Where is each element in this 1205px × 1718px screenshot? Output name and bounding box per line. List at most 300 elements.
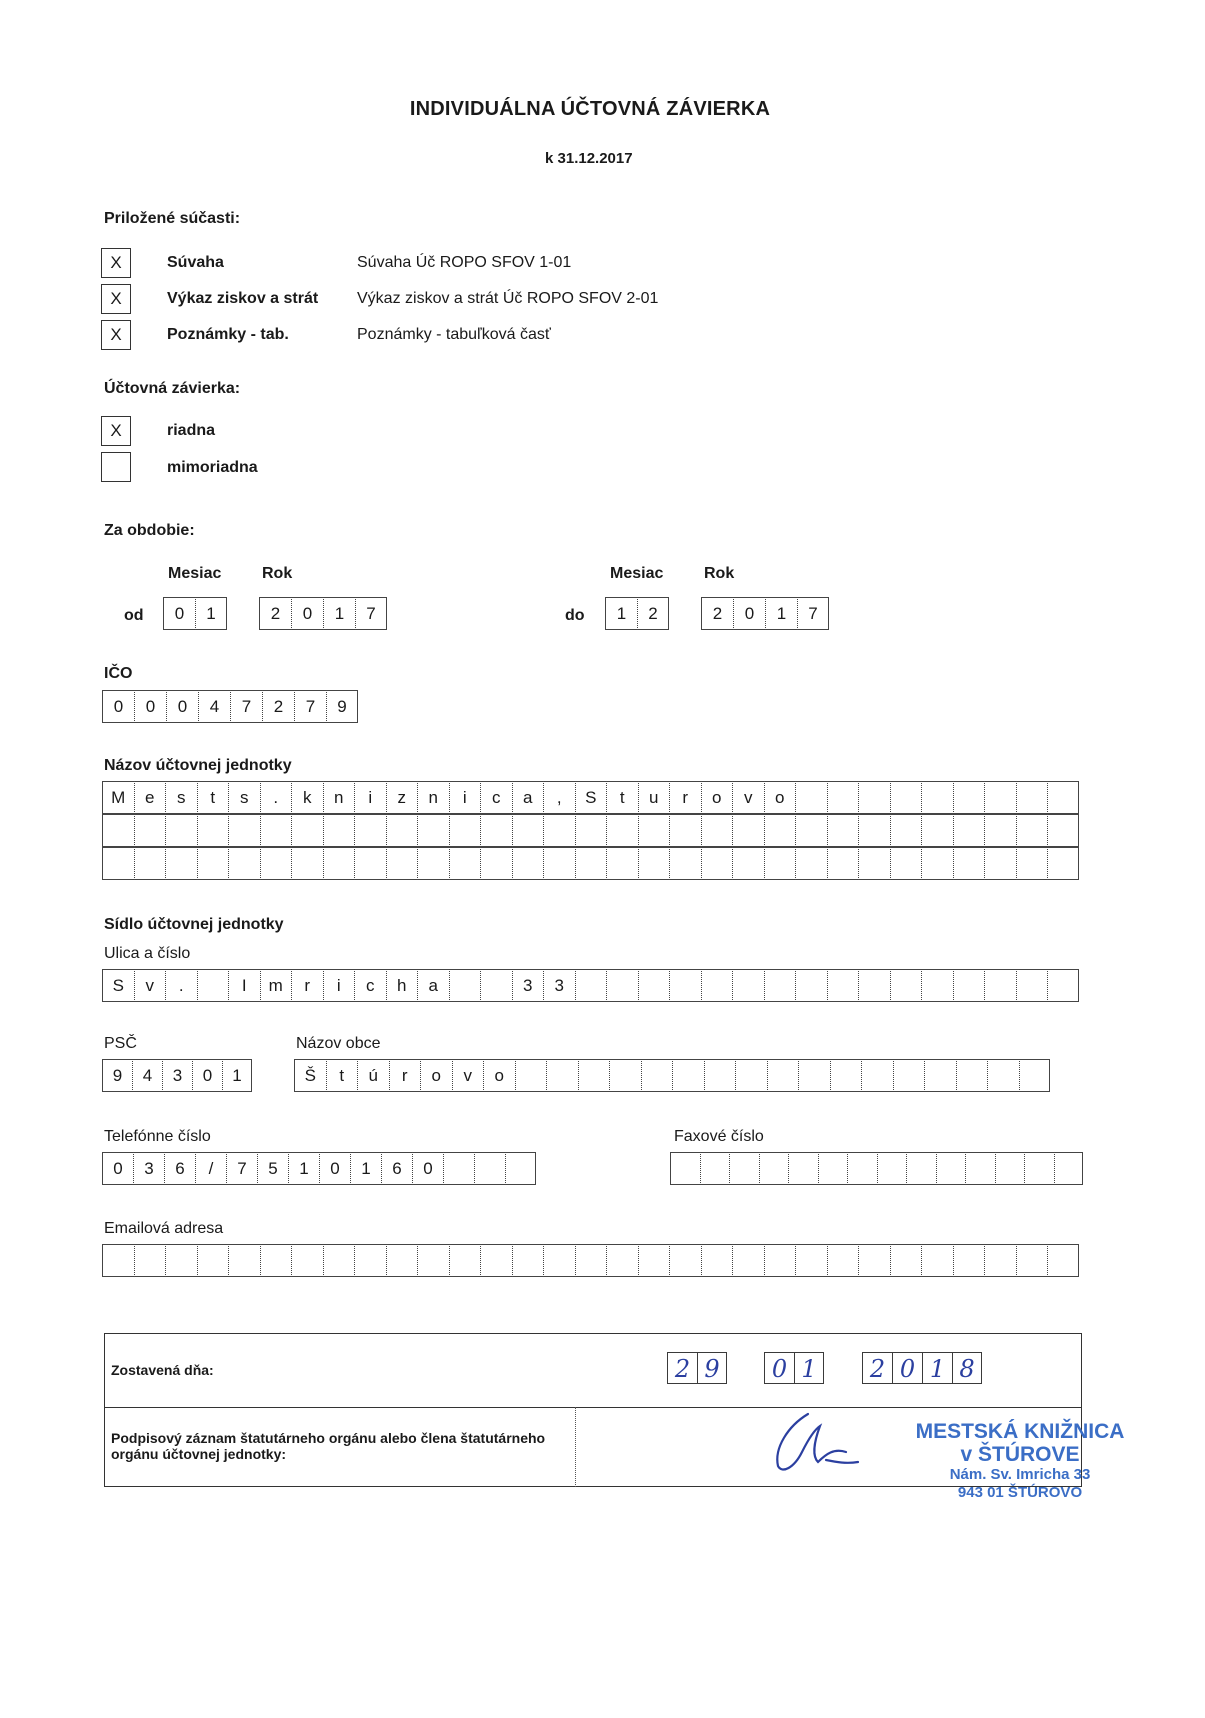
cell: 6 <box>164 1152 195 1185</box>
cell: 0 <box>319 1152 350 1185</box>
cell <box>953 1244 985 1277</box>
cell: 3 <box>162 1059 192 1092</box>
ico-field[interactable] <box>102 690 358 723</box>
cell <box>1016 814 1048 847</box>
cell <box>798 1059 830 1092</box>
cell: m <box>260 969 292 1002</box>
cell <box>953 969 985 1002</box>
cell <box>638 969 670 1002</box>
cell <box>921 969 953 1002</box>
to-month-label: Mesiac <box>610 565 664 582</box>
cell <box>701 1244 733 1277</box>
cell <box>102 814 134 847</box>
email-label: Emailová adresa <box>104 1220 224 1237</box>
psc-label: PSČ <box>104 1035 137 1052</box>
cell <box>735 1059 767 1092</box>
cell <box>543 847 575 880</box>
cell: S <box>102 969 134 1002</box>
cell: 1 <box>765 597 797 630</box>
cell <box>818 1152 848 1185</box>
cell <box>795 847 827 880</box>
name-label: Názov účtovnej jednotky <box>104 757 292 774</box>
stamp-line: v ŠTÚROVE <box>960 1443 1080 1466</box>
cell <box>1047 781 1079 814</box>
cell <box>134 814 166 847</box>
attachments-heading: Priložené súčasti: <box>104 210 241 227</box>
cell <box>354 847 386 880</box>
cell: r <box>389 1059 421 1092</box>
cell: n <box>417 781 449 814</box>
closing-option-label: mimoriadna <box>167 459 258 476</box>
cell: o <box>483 1059 515 1092</box>
city-field[interactable] <box>294 1059 1050 1092</box>
cell <box>386 1244 418 1277</box>
cell: 7 <box>230 690 262 723</box>
cell: r <box>669 781 701 814</box>
cell <box>197 1244 229 1277</box>
cell <box>228 814 260 847</box>
cell <box>984 847 1016 880</box>
cell: i <box>449 781 481 814</box>
cell <box>515 1059 547 1092</box>
cell <box>449 1244 481 1277</box>
cell <box>795 1244 827 1277</box>
cell <box>641 1059 673 1092</box>
cell: 9 <box>697 1352 727 1384</box>
cell <box>732 814 764 847</box>
cell <box>480 969 512 1002</box>
cell: 0 <box>892 1352 922 1384</box>
cell <box>893 1059 925 1092</box>
signature-label: Podpisový záznam štatutárneho orgánu alebo člena štatutárneho orgánu účtovnej jednotky: <box>111 1430 546 1462</box>
cell <box>480 1244 512 1277</box>
to-label: do <box>565 607 585 624</box>
cell: 1 <box>350 1152 381 1185</box>
cell: 1 <box>605 597 637 630</box>
cell <box>606 814 638 847</box>
ico-label: IČO <box>104 665 133 682</box>
cell: 3 <box>133 1152 164 1185</box>
cell: z <box>386 781 418 814</box>
cell: 0 <box>163 597 195 630</box>
attachment-desc: Výkaz ziskov a strát Úč ROPO SFOV 2-01 <box>357 290 659 307</box>
cell <box>965 1152 995 1185</box>
cell <box>984 781 1016 814</box>
cell <box>890 969 922 1002</box>
cell: 1 <box>195 597 227 630</box>
stamp-line: Nám. Sv. Imricha 33 <box>949 1466 1091 1483</box>
cell <box>512 847 544 880</box>
psc-field[interactable] <box>102 1059 252 1092</box>
cell <box>575 1244 607 1277</box>
cell: I <box>228 969 260 1002</box>
cell: M <box>102 781 134 814</box>
cell <box>102 1244 134 1277</box>
cell: 2 <box>862 1352 892 1384</box>
from-year-field[interactable] <box>259 597 387 630</box>
cell <box>921 814 953 847</box>
cell <box>606 847 638 880</box>
cell <box>449 969 481 1002</box>
cell: 1 <box>922 1352 952 1384</box>
cell <box>575 969 607 1002</box>
cell <box>354 814 386 847</box>
fax-label: Faxové číslo <box>674 1128 764 1145</box>
checkbox-poznamky[interactable]: X <box>101 320 131 350</box>
cell <box>1024 1152 1054 1185</box>
cell <box>323 1244 355 1277</box>
cell <box>323 814 355 847</box>
cell: 7 <box>294 690 326 723</box>
cell <box>638 814 670 847</box>
cell <box>417 847 449 880</box>
cell <box>417 1244 449 1277</box>
cell <box>953 814 985 847</box>
cell: 2 <box>259 597 291 630</box>
handwritten-signature <box>768 1408 864 1480</box>
cell <box>795 781 827 814</box>
from-label: od <box>124 607 144 624</box>
cell: 3 <box>512 969 544 1002</box>
cell: 7 <box>797 597 829 630</box>
cell <box>1016 847 1048 880</box>
closing-option-label: riadna <box>167 422 216 439</box>
compiled-year-field[interactable] <box>862 1352 982 1384</box>
cell <box>890 1244 922 1277</box>
cell <box>984 814 1016 847</box>
cell: i <box>354 781 386 814</box>
from-year-label: Rok <box>262 565 293 582</box>
cell <box>858 847 890 880</box>
cell <box>827 1244 859 1277</box>
cell: 2 <box>637 597 669 630</box>
cell: v <box>452 1059 484 1092</box>
signature-column-separator <box>575 1407 576 1487</box>
cell: 2 <box>262 690 294 723</box>
cell <box>480 814 512 847</box>
cell <box>480 847 512 880</box>
cell <box>830 1059 862 1092</box>
cell <box>134 1244 166 1277</box>
stamp-line: MESTSKÁ KNIŽNICA <box>915 1420 1125 1443</box>
cell <box>764 969 796 1002</box>
cell: o <box>764 781 796 814</box>
cell <box>729 1152 759 1185</box>
closing-heading: Účtovná závierka: <box>104 380 241 397</box>
cell <box>449 814 481 847</box>
cell: 7 <box>226 1152 257 1185</box>
cell <box>924 1059 956 1092</box>
cell: k <box>291 781 323 814</box>
organization-stamp <box>905 1420 1135 1502</box>
checkbox-mimoriadna[interactable] <box>101 452 131 482</box>
cell: t <box>197 781 229 814</box>
street-label: Ulica a číslo <box>104 945 191 962</box>
cell <box>764 1244 796 1277</box>
cell <box>1047 814 1079 847</box>
attachment-name: Súvaha <box>167 254 224 271</box>
cell <box>984 1244 1016 1277</box>
cell <box>704 1059 736 1092</box>
cell <box>1047 1244 1079 1277</box>
cell <box>795 814 827 847</box>
city-label: Názov obce <box>296 1035 381 1052</box>
cell <box>669 847 701 880</box>
cell: 1 <box>288 1152 319 1185</box>
cell: r <box>291 969 323 1002</box>
cell <box>858 1244 890 1277</box>
cell: 9 <box>102 1059 132 1092</box>
phone-field[interactable] <box>102 1152 536 1185</box>
cell: 6 <box>381 1152 412 1185</box>
cell <box>732 847 764 880</box>
cell <box>386 814 418 847</box>
cell: / <box>195 1152 226 1185</box>
cell <box>858 781 890 814</box>
cell: n <box>323 781 355 814</box>
cell: c <box>354 969 386 1002</box>
cell: h <box>386 969 418 1002</box>
cell: 0 <box>166 690 198 723</box>
cell: a <box>512 781 544 814</box>
cell <box>847 1152 877 1185</box>
cell <box>827 781 859 814</box>
checkbox-vykaz[interactable]: X <box>101 284 131 314</box>
cell <box>578 1059 610 1092</box>
cell <box>291 847 323 880</box>
cell <box>921 1244 953 1277</box>
stamp-line: 943 01 ŠTÚROVO <box>957 1484 1083 1501</box>
cell <box>701 847 733 880</box>
cell <box>700 1152 730 1185</box>
cell: a <box>417 969 449 1002</box>
cell: s <box>165 781 197 814</box>
cell <box>995 1152 1025 1185</box>
cell <box>732 969 764 1002</box>
cell <box>386 847 418 880</box>
compiled-label: Zostavená dňa: <box>111 1362 214 1378</box>
cell: 1 <box>794 1352 824 1384</box>
cell <box>827 969 859 1002</box>
cell: o <box>701 781 733 814</box>
attachment-desc: Súvaha Úč ROPO SFOV 1-01 <box>357 254 572 271</box>
cell: 4 <box>132 1059 162 1092</box>
attachment-desc: Poznámky - tabuľková časť <box>357 326 551 343</box>
email-field[interactable] <box>102 1244 1079 1277</box>
compiled-day-field[interactable] <box>667 1352 727 1384</box>
cell <box>505 1152 536 1185</box>
cell <box>1016 969 1048 1002</box>
to-month-field[interactable] <box>605 597 669 630</box>
cell <box>1019 1059 1051 1092</box>
cell <box>984 969 1016 1002</box>
compiled-month-field[interactable] <box>764 1352 824 1384</box>
checkbox-riadna[interactable]: X <box>101 416 131 446</box>
cell <box>669 814 701 847</box>
to-year-field[interactable] <box>701 597 829 630</box>
cell <box>102 847 134 880</box>
cell <box>354 1244 386 1277</box>
street-field[interactable] <box>102 969 1079 1002</box>
cell <box>1016 781 1048 814</box>
cell: 0 <box>192 1059 222 1092</box>
cell <box>546 1059 578 1092</box>
cell <box>759 1152 789 1185</box>
cell: 8 <box>952 1352 982 1384</box>
to-year-label: Rok <box>704 565 735 582</box>
cell <box>165 847 197 880</box>
cell <box>512 814 544 847</box>
cell: t <box>326 1059 358 1092</box>
cell: S <box>575 781 607 814</box>
cell <box>291 1244 323 1277</box>
cell: v <box>134 969 166 1002</box>
cell: c <box>480 781 512 814</box>
cell <box>672 1059 704 1092</box>
cell <box>638 1244 670 1277</box>
cell <box>228 1244 260 1277</box>
cell <box>1016 1244 1048 1277</box>
cell <box>890 814 922 847</box>
from-month-field[interactable] <box>163 597 227 630</box>
cell: 2 <box>667 1352 697 1384</box>
cell: i <box>323 969 355 1002</box>
cell: 0 <box>102 1152 133 1185</box>
name-field-row-2[interactable] <box>102 814 1079 847</box>
cell <box>323 847 355 880</box>
seat-label: Sídlo účtovnej jednotky <box>104 916 284 933</box>
cell <box>1047 969 1079 1002</box>
cell <box>670 1152 700 1185</box>
cell <box>732 1244 764 1277</box>
cell <box>827 847 859 880</box>
document-date: k 31.12.2017 <box>545 150 633 167</box>
cell <box>936 1152 966 1185</box>
cell <box>669 969 701 1002</box>
cell: 1 <box>222 1059 252 1092</box>
cell <box>575 814 607 847</box>
name-field-row-1[interactable] <box>102 781 1079 814</box>
attachment-name: Výkaz ziskov a strát <box>167 290 319 307</box>
cell <box>474 1152 505 1185</box>
cell <box>606 1244 638 1277</box>
cell <box>921 847 953 880</box>
cell <box>228 847 260 880</box>
cell: 1 <box>323 597 355 630</box>
cell <box>788 1152 818 1185</box>
signature-separator <box>104 1407 1082 1408</box>
cell <box>858 969 890 1002</box>
cell <box>861 1059 893 1092</box>
cell <box>669 1244 701 1277</box>
cell <box>890 781 922 814</box>
cell: 5 <box>257 1152 288 1185</box>
cell: u <box>638 781 670 814</box>
cell <box>858 814 890 847</box>
cell: o <box>420 1059 452 1092</box>
cell <box>543 1244 575 1277</box>
cell <box>443 1152 474 1185</box>
cell: 3 <box>543 969 575 1002</box>
cell <box>197 969 229 1002</box>
attachment-name: Poznámky - tab. <box>167 326 289 343</box>
cell: 9 <box>326 690 358 723</box>
cell <box>638 847 670 880</box>
cell <box>165 1244 197 1277</box>
cell: v <box>732 781 764 814</box>
cell <box>877 1152 907 1185</box>
cell: 0 <box>102 690 134 723</box>
cell <box>606 969 638 1002</box>
cell <box>1054 1152 1084 1185</box>
document-title: INDIVIDUÁLNA ÚČTOVNÁ ZÁVIERKA <box>409 98 771 120</box>
cell <box>260 814 292 847</box>
cell <box>543 814 575 847</box>
cell: 0 <box>764 1352 794 1384</box>
cell <box>906 1152 936 1185</box>
cell: . <box>165 969 197 1002</box>
cell: . <box>260 781 292 814</box>
period-heading: Za obdobie: <box>104 522 195 539</box>
cell <box>953 781 985 814</box>
cell <box>1047 847 1079 880</box>
cell: 0 <box>412 1152 443 1185</box>
cell <box>134 847 166 880</box>
cell <box>890 847 922 880</box>
cell: ú <box>357 1059 389 1092</box>
cell: 4 <box>198 690 230 723</box>
cell: 0 <box>733 597 765 630</box>
cell: s <box>228 781 260 814</box>
cell <box>260 847 292 880</box>
cell <box>197 814 229 847</box>
cell: t <box>606 781 638 814</box>
cell: Š <box>294 1059 326 1092</box>
cell <box>291 814 323 847</box>
cell <box>921 781 953 814</box>
checkbox-suvaha[interactable]: X <box>101 248 131 278</box>
cell <box>260 1244 292 1277</box>
cell <box>701 969 733 1002</box>
cell <box>449 847 481 880</box>
cell <box>987 1059 1019 1092</box>
from-month-label: Mesiac <box>168 565 222 582</box>
cell <box>953 847 985 880</box>
cell: 0 <box>291 597 323 630</box>
cell <box>767 1059 799 1092</box>
cell <box>197 847 229 880</box>
cell <box>764 814 796 847</box>
cell: 7 <box>355 597 387 630</box>
cell <box>701 814 733 847</box>
cell <box>165 814 197 847</box>
cell <box>827 814 859 847</box>
cell: e <box>134 781 166 814</box>
cell <box>795 969 827 1002</box>
cell <box>575 847 607 880</box>
cell: 0 <box>134 690 166 723</box>
phone-label: Telefónne číslo <box>104 1128 211 1145</box>
cell <box>764 847 796 880</box>
name-field-row-3[interactable] <box>102 847 1079 880</box>
cell <box>512 1244 544 1277</box>
cell <box>417 814 449 847</box>
cell <box>956 1059 988 1092</box>
cell: 2 <box>701 597 733 630</box>
cell <box>609 1059 641 1092</box>
fax-field[interactable] <box>670 1152 1083 1185</box>
cell: , <box>543 781 575 814</box>
